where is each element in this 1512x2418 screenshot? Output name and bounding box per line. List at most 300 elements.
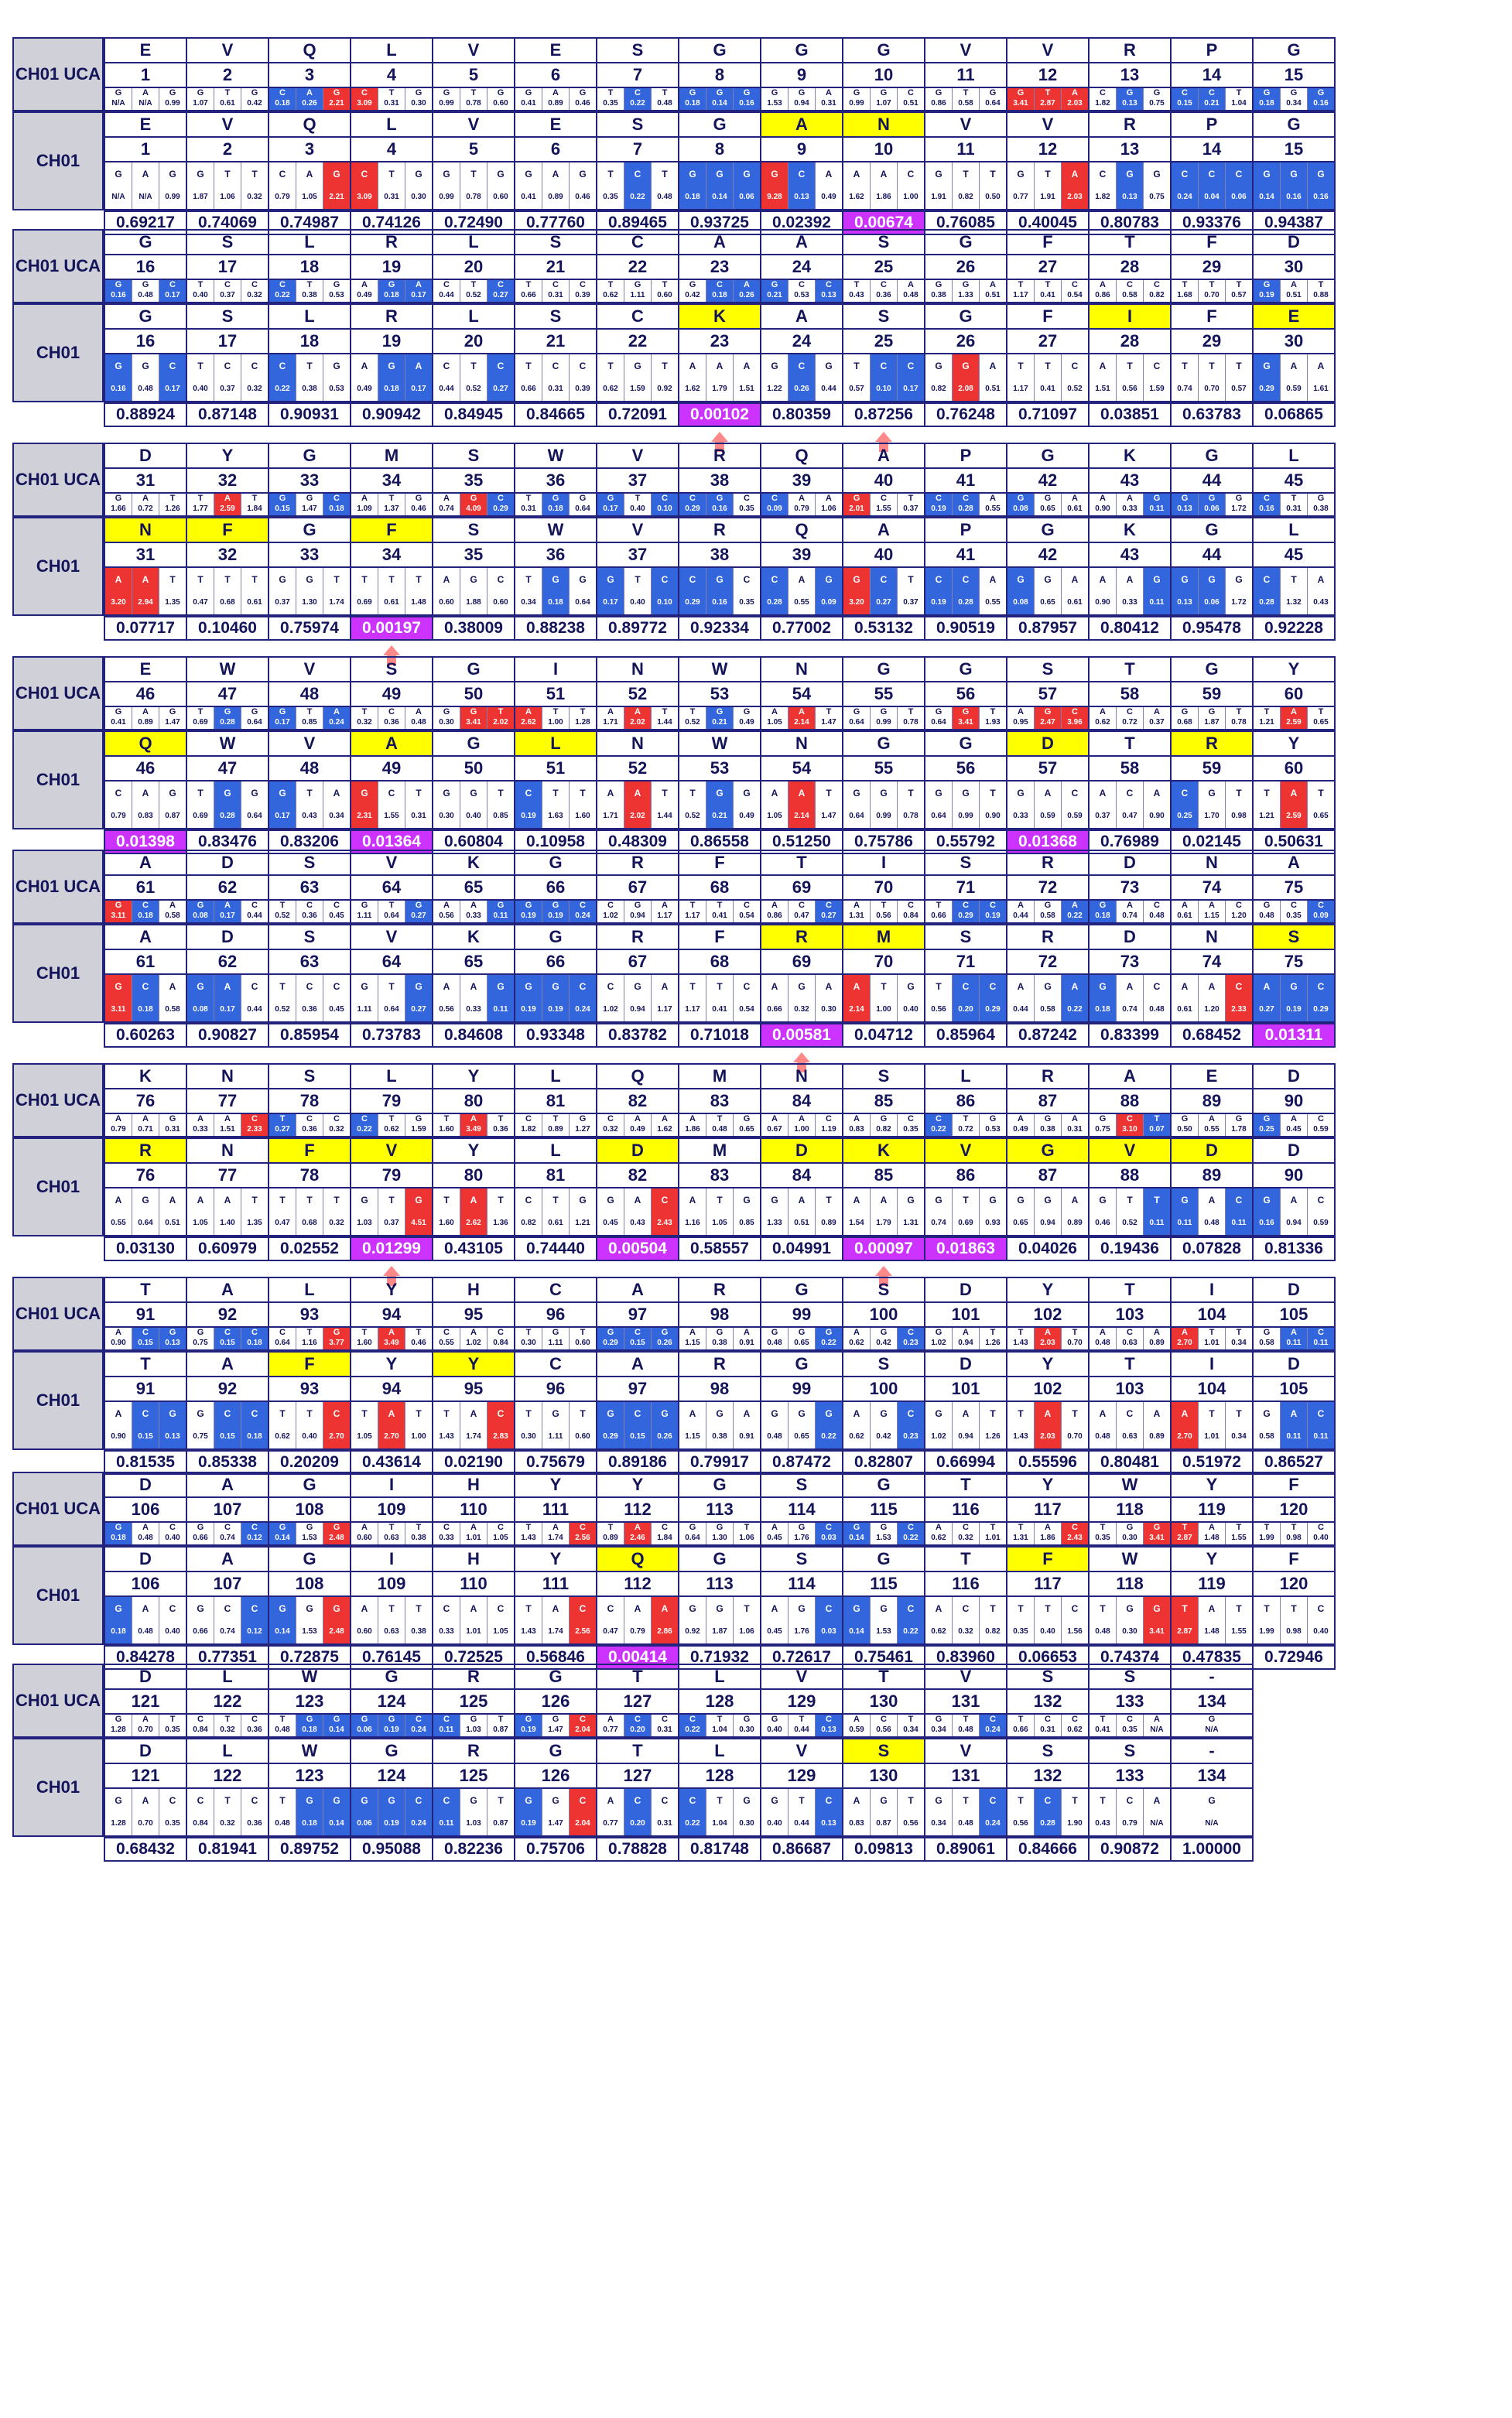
- uca-codon: [186, 899, 269, 924]
- nucleotide-value: 0.94: [958, 1339, 973, 1347]
- nucleotide: [1199, 1328, 1226, 1349]
- nucleotide: [925, 1114, 953, 1136]
- ch-position: 30: [1252, 328, 1336, 354]
- nucleotide: [925, 354, 953, 401]
- nucleotide-value: 0.48: [958, 1725, 973, 1734]
- position-column: [104, 443, 187, 641]
- nucleotide-base: T: [1127, 361, 1133, 371]
- nucleotide: [652, 901, 678, 922]
- alignment-block: [12, 656, 1357, 854]
- uca-codon: [1088, 1113, 1172, 1137]
- nucleotide-base: A: [799, 494, 805, 503]
- position-column: [1252, 1472, 1336, 1670]
- nucleotide-base: C: [443, 1795, 450, 1806]
- ch-amino-acid: T: [924, 1546, 1007, 1572]
- nucleotide-base: T: [251, 169, 258, 180]
- position-column: [350, 229, 433, 427]
- uca-position: 124: [350, 1688, 433, 1715]
- ch-position: 93: [268, 1376, 351, 1402]
- ch-codon: [350, 566, 433, 616]
- nucleotide-base: G: [880, 1795, 888, 1806]
- nucleotide-value: 0.17: [220, 1005, 235, 1014]
- nucleotide-value: 0.45: [603, 1219, 618, 1227]
- nucleotide: [706, 162, 734, 209]
- ch-position: 6: [514, 136, 597, 162]
- nucleotide-value: 0.48: [1095, 1339, 1110, 1347]
- uca-codon: [1088, 899, 1172, 924]
- nucleotide-value: 1.07: [876, 99, 891, 108]
- nucleotide-base: A: [1208, 1603, 1216, 1614]
- nucleotide-value: 0.74: [220, 1534, 235, 1542]
- nucleotide-value: 0.11: [1231, 1219, 1247, 1227]
- ch-amino-acid: I: [1170, 1351, 1254, 1377]
- nucleotide-value: 0.36: [302, 1005, 317, 1014]
- similarity-score: 0.90519: [924, 616, 1007, 641]
- ch-position: 21: [514, 328, 597, 354]
- nucleotide: [734, 1789, 760, 1835]
- nucleotide-value: 2.14: [794, 718, 809, 727]
- nucleotide-value: 0.36: [247, 1725, 262, 1734]
- nucleotide-base: T: [1018, 1408, 1024, 1419]
- nucleotide-value: 1.21: [1259, 718, 1274, 727]
- nucleotide-value: 2.01: [849, 504, 864, 513]
- nucleotide: [1199, 781, 1226, 828]
- nucleotide-value: 0.22: [821, 1432, 836, 1441]
- nucleotide-base: C: [388, 707, 395, 717]
- nucleotide-value: 2.03: [1067, 99, 1083, 108]
- nucleotide-base: G: [306, 1523, 313, 1532]
- nucleotide: [241, 88, 268, 110]
- nucleotide-base: A: [744, 1328, 750, 1337]
- ch-amino-acid: G: [514, 924, 597, 950]
- uca-codon: [350, 706, 433, 730]
- nucleotide: [187, 494, 214, 515]
- nucleotide-base: A: [634, 788, 641, 799]
- nucleotide: [296, 568, 323, 614]
- nucleotide-base: T: [197, 494, 204, 503]
- uca-amino-acid: L: [350, 37, 433, 63]
- nucleotide-value: 0.49: [630, 1125, 645, 1134]
- ch-codon: [104, 566, 187, 616]
- nucleotide: [214, 1597, 241, 1643]
- nucleotide-base: C: [169, 1603, 176, 1614]
- nucleotide: [323, 1789, 350, 1835]
- nucleotide-base: T: [279, 1795, 286, 1806]
- nucleotide: [1281, 901, 1308, 922]
- similarity-score: 0.04026: [1006, 1236, 1090, 1261]
- uca-position: 127: [596, 1688, 679, 1715]
- nucleotide-base: A: [470, 981, 477, 992]
- nucleotide-value: 0.78: [903, 812, 918, 820]
- nucleotide: [843, 494, 871, 515]
- nucleotide-base: T: [990, 1328, 996, 1337]
- nucleotide-base: C: [936, 1114, 942, 1123]
- nucleotide: [1226, 162, 1252, 209]
- nucleotide: [788, 1188, 816, 1235]
- uca-amino-acid: Y: [1170, 1472, 1254, 1498]
- nucleotide-base: G: [388, 361, 395, 371]
- uca-codon: [514, 1113, 597, 1137]
- nucleotide-value: 0.70: [138, 1819, 153, 1828]
- nucleotide: [378, 162, 405, 209]
- nucleotide: [1090, 354, 1117, 401]
- ch-amino-acid: S: [1006, 1738, 1090, 1764]
- position-column: [1006, 850, 1090, 1048]
- nucleotide-value: 1.47: [302, 504, 317, 513]
- ch-codon: [268, 1595, 351, 1645]
- nucleotide: [269, 901, 296, 922]
- nucleotide-base: G: [224, 788, 231, 799]
- uca-codon: [1170, 87, 1254, 111]
- nucleotide-value: 1.70: [1204, 812, 1220, 820]
- nucleotide-value: 0.40: [630, 504, 645, 513]
- nucleotide-value: 0.15: [630, 1339, 645, 1347]
- nucleotide-base: G: [279, 1603, 286, 1614]
- position-column: [842, 443, 925, 641]
- nucleotide-value: 0.77: [1013, 193, 1028, 201]
- nucleotide-base: C: [1181, 169, 1189, 180]
- nucleotide-value: 0.11: [1286, 1432, 1302, 1441]
- nucleotide: [1308, 1402, 1334, 1448]
- nucleotide: [1308, 901, 1334, 922]
- ch-position: 80: [432, 1162, 515, 1188]
- uca-position: 92: [186, 1301, 269, 1328]
- nucleotide-value: 1.31: [849, 911, 864, 920]
- nucleotide-value: 0.47: [193, 598, 208, 607]
- nucleotide: [925, 280, 953, 302]
- nucleotide-base: T: [443, 1195, 450, 1206]
- nucleotide-value: 0.38: [302, 291, 317, 299]
- nucleotide-base: A: [771, 981, 778, 992]
- nucleotide-base: T: [552, 1195, 559, 1206]
- position-column: [1170, 656, 1254, 854]
- nucleotide: [1090, 88, 1117, 110]
- ch-position: 78: [268, 1162, 351, 1188]
- ch-codon: [350, 161, 433, 210]
- uca-codon: [596, 279, 679, 303]
- nucleotide-value: 0.55: [985, 598, 1001, 607]
- ch-codon: [678, 161, 761, 210]
- nucleotide-value: 0.32: [329, 1125, 344, 1134]
- nucleotide: [323, 1715, 350, 1736]
- nucleotide-base: C: [963, 494, 969, 503]
- ch-codon: [760, 1595, 843, 1645]
- nucleotide: [1062, 88, 1088, 110]
- nucleotide-value: 0.48: [138, 1627, 153, 1636]
- ch-codon: [104, 780, 187, 829]
- nucleotide-base: G: [142, 361, 149, 371]
- nucleotide-value: 1.28: [111, 1819, 126, 1828]
- similarity-score: 0.74987: [268, 210, 351, 235]
- nucleotide-base: C: [1317, 1408, 1325, 1419]
- ch-codon: [350, 780, 433, 829]
- nucleotide-base: T: [1209, 361, 1215, 371]
- nucleotide-value: 0.79: [111, 1125, 126, 1134]
- uca-codon: [1252, 899, 1336, 924]
- nucleotide-value: 0.19: [548, 911, 563, 920]
- position-column: [432, 443, 515, 641]
- nucleotide-value: 2.02: [493, 718, 508, 727]
- position-column: [678, 443, 761, 641]
- nucleotide-value: 0.14: [712, 99, 727, 108]
- nucleotide: [378, 1402, 405, 1448]
- nucleotide: [816, 280, 842, 302]
- uca-codon: [268, 1326, 351, 1351]
- ch-position: 126: [514, 1763, 597, 1789]
- position-column: [760, 443, 843, 641]
- nucleotide-base: G: [169, 1408, 176, 1419]
- similarity-score: 0.76989: [1088, 829, 1172, 854]
- position-column: [514, 656, 597, 854]
- uca-amino-acid: G: [268, 443, 351, 469]
- nucleotide: [980, 781, 1006, 828]
- ch-codon: [1006, 1401, 1090, 1450]
- nucleotide-value: 1.15: [685, 1339, 700, 1347]
- nucleotide-value: 0.26: [739, 291, 754, 299]
- nucleotide-base: G: [935, 169, 942, 180]
- nucleotide-base: G: [415, 88, 422, 97]
- ch-position: 27: [1006, 328, 1090, 354]
- nucleotide-value: 1.04: [1231, 99, 1247, 108]
- nucleotide-base: A: [1209, 1523, 1215, 1532]
- uca-codon: [1006, 1713, 1090, 1738]
- ch-codon: [1088, 1187, 1172, 1236]
- nucleotide-base: G: [935, 788, 942, 799]
- nucleotide: [953, 354, 980, 401]
- nucleotide-value: 0.13: [1177, 598, 1192, 607]
- nucleotide-base: G: [1263, 1195, 1271, 1206]
- nucleotide-value: 1.55: [384, 812, 399, 820]
- nucleotide-base: G: [197, 1603, 204, 1614]
- similarity-score: 0.60263: [104, 1023, 187, 1048]
- uca-codon: [432, 1326, 515, 1351]
- nucleotide-value: 2.04: [575, 1725, 590, 1734]
- uca-codon: [1252, 1326, 1336, 1351]
- ch-position: 131: [924, 1763, 1007, 1789]
- nucleotide: [843, 1715, 871, 1736]
- nucleotide-base: A: [607, 788, 614, 799]
- nucleotide-value: 0.66: [193, 1627, 208, 1636]
- nucleotide-value: 0.15: [138, 1339, 153, 1347]
- nucleotide: [323, 781, 350, 828]
- nucleotide-base: A: [1099, 788, 1107, 799]
- uca-codon: [514, 279, 597, 303]
- nucleotide: [1090, 494, 1117, 515]
- nucleotide-value: 0.11: [1149, 1219, 1165, 1227]
- ch-position: 7: [596, 136, 679, 162]
- nucleotide-value: 1.02: [931, 1339, 946, 1347]
- nucleotide-value: 0.23: [903, 1432, 918, 1441]
- ch-position: 39: [760, 542, 843, 568]
- nucleotide-base: T: [662, 788, 668, 799]
- nucleotide: [706, 1328, 734, 1349]
- nucleotide: [351, 1188, 378, 1235]
- nucleotide-value: 0.75: [1149, 99, 1165, 108]
- nucleotide-base: T: [279, 981, 286, 992]
- nucleotide-value: 0.11: [439, 1725, 454, 1734]
- nucleotide-base: C: [634, 1795, 641, 1806]
- nucleotide-base: T: [224, 574, 231, 585]
- nucleotide-base: T: [881, 901, 887, 910]
- ch-amino-acid: Y: [1252, 730, 1336, 757]
- nucleotide-value: 0.36: [247, 1819, 262, 1828]
- nucleotide: [706, 1715, 734, 1736]
- uca-position: 81: [514, 1088, 597, 1114]
- nucleotide: [679, 1328, 706, 1349]
- position-column: [596, 850, 679, 1048]
- nucleotide-base: G: [115, 169, 122, 180]
- position-column: [842, 850, 925, 1048]
- uca-amino-acid: N: [760, 656, 843, 682]
- nucleotide: [159, 88, 186, 110]
- nucleotide-base: A: [1071, 1195, 1079, 1206]
- nucleotide: [597, 162, 624, 209]
- uca-position: 12: [1006, 62, 1090, 88]
- similarity-score: 0.73783: [350, 1023, 433, 1048]
- similarity-score: 0.83960: [924, 1645, 1007, 1670]
- nucleotide: [1035, 707, 1062, 729]
- uca-position: 6: [514, 62, 597, 88]
- nucleotide-base: A: [1044, 1408, 1052, 1419]
- nucleotide: [871, 1597, 898, 1643]
- nucleotide: [296, 1402, 323, 1448]
- nucleotide: [679, 1715, 706, 1736]
- position-column: [1006, 1063, 1090, 1261]
- nucleotide-base: G: [962, 361, 970, 371]
- nucleotide: [980, 354, 1006, 401]
- similarity-score: 0.84278: [104, 1645, 187, 1670]
- nucleotide: [405, 354, 432, 401]
- uca-codon: [596, 706, 679, 730]
- similarity-score: 0.86687: [760, 1837, 843, 1862]
- ch-position: 49: [350, 755, 433, 781]
- nucleotide-base: T: [279, 1715, 286, 1724]
- position-column: [924, 1664, 1007, 1862]
- nucleotide-base: G: [306, 1715, 313, 1724]
- nucleotide-base: G: [1263, 1114, 1271, 1123]
- nucleotide-value: 1.43: [439, 1432, 454, 1441]
- nucleotide-value: 1.01: [466, 1534, 481, 1542]
- nucleotide-base: A: [115, 1195, 122, 1206]
- nucleotide: [1062, 1402, 1088, 1448]
- nucleotide: [624, 162, 652, 209]
- nucleotide-value: 0.47: [794, 911, 809, 920]
- nucleotide: [624, 781, 652, 828]
- ch-position: 3: [268, 136, 351, 162]
- nucleotide: [1062, 901, 1088, 922]
- uca-codon: [842, 899, 925, 924]
- ch-codon: [760, 780, 843, 829]
- nucleotide-base: C: [771, 574, 778, 585]
- nucleotide-base: C: [415, 1795, 422, 1806]
- nucleotide-base: G: [989, 1114, 997, 1123]
- ch-codon: [842, 353, 925, 402]
- nucleotide-value: 0.31: [657, 1725, 672, 1734]
- ch-codon: [1170, 353, 1254, 402]
- nucleotide: [323, 1523, 350, 1544]
- ch-codon: [514, 353, 597, 402]
- uca-amino-acid: S: [1006, 1664, 1090, 1690]
- ch-position: 81: [514, 1162, 597, 1188]
- ch-position: 55: [842, 755, 925, 781]
- nucleotide-base: G: [771, 1408, 778, 1419]
- uca-amino-acid: Y: [1006, 1277, 1090, 1303]
- nucleotide: [843, 1328, 871, 1349]
- nucleotide-value: 0.11: [493, 1005, 508, 1014]
- nucleotide-value: 0.88: [1313, 291, 1329, 299]
- nucleotide-value: 0.17: [411, 385, 426, 393]
- nucleotide-value: 0.75: [193, 1432, 208, 1441]
- position-column: [678, 229, 761, 427]
- uca-position: 60: [1252, 681, 1336, 707]
- nucleotide: [542, 1715, 570, 1736]
- nucleotide: [761, 975, 788, 1021]
- nucleotide: [214, 975, 241, 1021]
- uca-codon: [1170, 899, 1254, 924]
- nucleotide-base: G: [333, 169, 340, 180]
- nucleotide: [980, 1188, 1006, 1235]
- uca-position: 4: [350, 62, 433, 88]
- nucleotide: [105, 354, 132, 401]
- uca-codon: [1088, 87, 1172, 111]
- nucleotide: [1281, 1402, 1308, 1448]
- uca-amino-acid: R: [1006, 850, 1090, 876]
- nucleotide-value: 0.85: [493, 812, 508, 820]
- row-label-ch: CH01: [12, 517, 104, 616]
- nucleotide-value: 0.20: [630, 1819, 645, 1828]
- nucleotide: [214, 1789, 241, 1835]
- nucleotide-base: G: [388, 280, 395, 289]
- nucleotide: [323, 975, 350, 1021]
- ch-codon: [1006, 566, 1090, 616]
- similarity-score: 0.90872: [1088, 1837, 1172, 1862]
- nucleotide: [1226, 707, 1252, 729]
- position-column: [1088, 37, 1172, 235]
- nucleotide-base: G: [1208, 1715, 1216, 1724]
- similarity-score: 0.07717: [104, 616, 187, 641]
- nucleotide-base: G: [661, 1408, 669, 1419]
- uca-codon: [760, 1713, 843, 1738]
- nucleotide-value: 0.43: [1095, 1819, 1110, 1828]
- similarity-score: 0.58557: [678, 1236, 761, 1261]
- uca-position: 32: [186, 467, 269, 494]
- uca-codon: [1006, 279, 1090, 303]
- nucleotide: [898, 568, 924, 614]
- nucleotide: [515, 1402, 542, 1448]
- nucleotide-value: 0.58: [958, 99, 973, 108]
- ch-position: 132: [1006, 1763, 1090, 1789]
- nucleotide-base: G: [743, 1114, 751, 1123]
- nucleotide-value: 0.38: [1313, 504, 1329, 513]
- nucleotide-value: 1.05: [302, 193, 317, 201]
- ch-position: 125: [432, 1763, 515, 1789]
- nucleotide-value: 1.44: [657, 812, 672, 820]
- nucleotide-value: 0.26: [657, 1339, 672, 1347]
- nucleotide-base: A: [169, 981, 176, 992]
- nucleotide-value: 0.61: [247, 598, 262, 607]
- uca-amino-acid: Q: [596, 1063, 679, 1089]
- nucleotide-value: 1.11: [357, 1005, 372, 1014]
- similarity-score: 0.81336: [1252, 1236, 1336, 1261]
- nucleotide: [706, 1789, 734, 1835]
- nucleotide-value: 0.21: [767, 291, 782, 299]
- nucleotide-base: A: [825, 169, 833, 180]
- uca-position: 94: [350, 1301, 433, 1328]
- nucleotide-base: C: [579, 1795, 587, 1806]
- nucleotide: [105, 1402, 132, 1448]
- nucleotide: [187, 354, 214, 401]
- nucleotide: [597, 975, 624, 1021]
